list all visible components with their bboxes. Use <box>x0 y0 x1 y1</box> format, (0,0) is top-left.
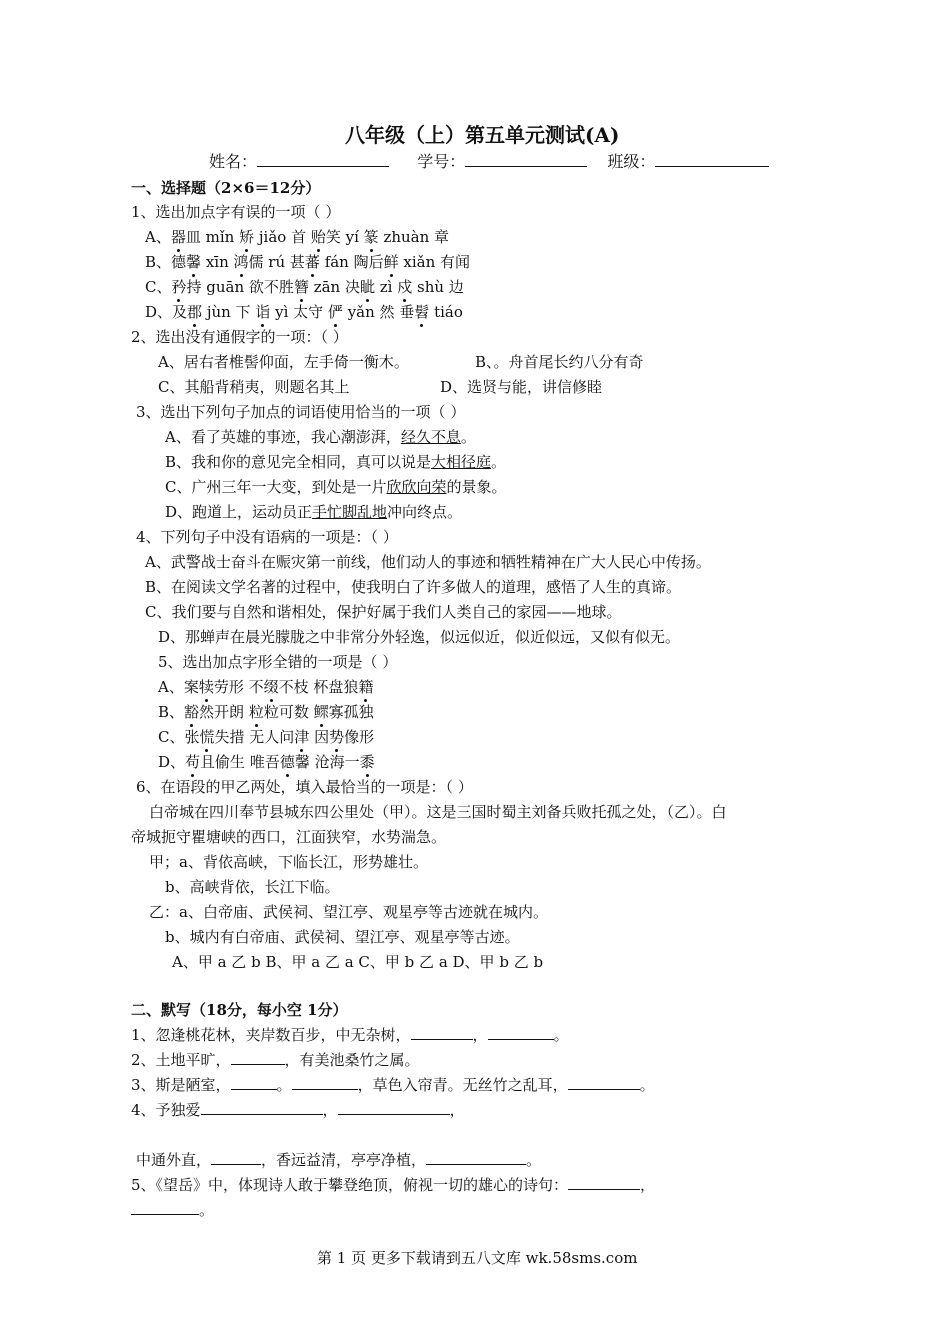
dictation-line-3: 3、斯是陋室， 。 ，草色入帘青。无丝竹之乱耳， 。 <box>131 1076 655 1094</box>
section-heading-dictation: 二、默写（18分，每小空 1分） <box>131 1001 348 1019</box>
q2-option-c: C、其船背稍夷，则题名其上 <box>158 378 350 396</box>
q3-stem: 3、选出下列句子加点的词语使用恰当的一项（ ） <box>136 403 466 421</box>
q2-stem: 2、选出没有通假字的一项：（ ） <box>131 328 348 346</box>
answer-blank[interactable] <box>231 1075 277 1090</box>
q4-option-d: D、那蝉声在晨光朦胧之中非常分外轻逸，似远似近，似近似远，又似有似无。 <box>158 628 681 646</box>
q5-option-c: C、张慌失措 无人问津 因势像形 <box>158 728 375 746</box>
q2-option-a: A、居右者椎髻仰面，左手倚一衡木。 <box>158 353 409 371</box>
q1-option-d: D、及郡 jùn 下 诣 yì 太守 俨 yǎn 然 垂髫 tiáo <box>145 303 463 321</box>
class-field[interactable] <box>655 152 769 167</box>
name-label: 姓名： <box>209 152 258 171</box>
q3-option-a: A、看了英雄的事迹，我心潮澎湃，经久不息。 <box>165 428 476 446</box>
q5-option-a: A、案犊劳形 不缀不枝 杯盘狼籍 <box>158 678 374 696</box>
answer-blank[interactable] <box>131 1200 199 1215</box>
answer-blank[interactable] <box>338 1100 450 1115</box>
student-id-field[interactable] <box>465 152 587 167</box>
q5-option-d: D、苟且偷生 唯吾德馨 沧海一黍 <box>158 753 375 771</box>
q3-option-b: B、我和你的意见完全相同，真可以说是大相径庭。 <box>165 453 507 471</box>
dictation-line-4: 4、予独爱 ， ， <box>131 1101 465 1119</box>
q6-passage-line-1: 白帝城在四川奉节县城东四公里处（甲）。这是三国时蜀主刘备兵败托孤之处，（乙）。白 <box>149 803 727 821</box>
q1-option-a: A、器皿 mǐn 矫 jiǎo 首 贻笑 yí 篆 zhuàn 章 <box>145 228 450 246</box>
student-id-label: 学号： <box>417 152 466 171</box>
answer-blank[interactable] <box>201 1100 323 1115</box>
dictation-line-2: 2、土地平旷， ，有美池桑竹之属。 <box>131 1051 420 1069</box>
section-heading-choice: 一、选择题（2×6＝12分） <box>131 179 321 197</box>
q6-passage-line-2: 帝城扼守瞿塘峡的西口，江面狭窄，水势湍急。 <box>131 828 447 846</box>
class-label: 班级： <box>607 152 656 171</box>
q6-yi-b: b、城内有白帝庙、武侯祠、望江亭、观星亭等古迹。 <box>165 928 520 946</box>
q1-option-c: C、矜持 guān 欲不胜簪 zān 决眦 zì 戍 shù 边 <box>145 278 464 296</box>
q1-stem: 1、选出加点字有误的一项（ ） <box>131 203 341 221</box>
answer-blank[interactable] <box>568 1075 640 1090</box>
q6-stem: 6、在语段的甲乙两处，填入最恰当的一项是：（ ） <box>136 778 473 796</box>
answer-blank[interactable] <box>488 1025 554 1040</box>
dictation-line-6: 5、《望岳》中，体现诗人敢于攀登绝顶，俯视一切的雄心的诗句： ， <box>131 1176 656 1194</box>
answer-blank[interactable] <box>292 1075 358 1090</box>
q4-option-b: B、在阅读文学名著的过程中，使我明白了许多做人的道理，感悟了人生的真谛。 <box>145 578 682 596</box>
dictation-line-1: 1、忽逢桃花林，夹岸数百步，中无杂树， ， 。 <box>131 1026 569 1044</box>
q6-jia-b: b、高峡背依，长江下临。 <box>165 878 340 896</box>
answer-blank[interactable] <box>411 1025 473 1040</box>
q6-options: A、甲 a 乙 b B、甲 a 乙 a C、甲 b 乙 a D、甲 b 乙 b <box>172 953 544 971</box>
q3-option-d: D、跑道上，运动员正手忙脚乱地冲向终点。 <box>165 503 463 521</box>
dictation-line-5: 中通外直， ，香远益清，亭亭净植， 。 <box>136 1151 542 1169</box>
q2-option-d: D、选贤与能，讲信修睦 <box>440 378 603 396</box>
q6-yi-a: 乙：a、白帝庙、武侯祠、望江亭、观星亭等古迹就在城内。 <box>149 903 548 921</box>
q5-option-b: B、豁然开朗 粒粒可数 鳏寡孤独 <box>158 703 374 721</box>
answer-blank[interactable] <box>568 1175 640 1190</box>
dictation-line-7: 。 <box>131 1200 214 1220</box>
q5-stem: 5、选出加点字形全错的一项是（ ） <box>158 653 398 671</box>
answer-blank[interactable] <box>426 1150 526 1165</box>
q6-jia-a: 甲；a、背依高峡，下临长江，形势雄壮。 <box>149 853 428 871</box>
q4-option-a: A、武警战士奋斗在赈灾第一前线，他们动人的事迹和牺牲精神在广大人民心中传扬。 <box>145 553 711 571</box>
name-field[interactable] <box>257 152 389 167</box>
answer-blank[interactable] <box>231 1050 285 1065</box>
page-title: 八年级（上）第五单元测试(A) <box>345 123 620 147</box>
student-info-row <box>209 152 769 172</box>
answer-blank[interactable] <box>211 1150 261 1165</box>
q1-option-b: B、德馨 xīn 鸿儒 rú 甚蕃 fán 陶后鲜 xiǎn 有闻 <box>145 253 471 271</box>
q4-option-c: C、我们要与自然和谐相处，保护好属于我们人类自己的家园——地球。 <box>145 603 622 621</box>
page-footer: 第 1 页 更多下载请到五八文库 wk.58sms.com <box>317 1249 638 1267</box>
q2-option-b: B、。舟首尾长约八分有奇 <box>475 353 644 371</box>
q3-option-c: C、广州三年一大变，到处是一片欣欣向荣的景象。 <box>165 478 507 496</box>
q4-stem: 4、下列句子中没有语病的一项是：（ ） <box>136 528 398 546</box>
